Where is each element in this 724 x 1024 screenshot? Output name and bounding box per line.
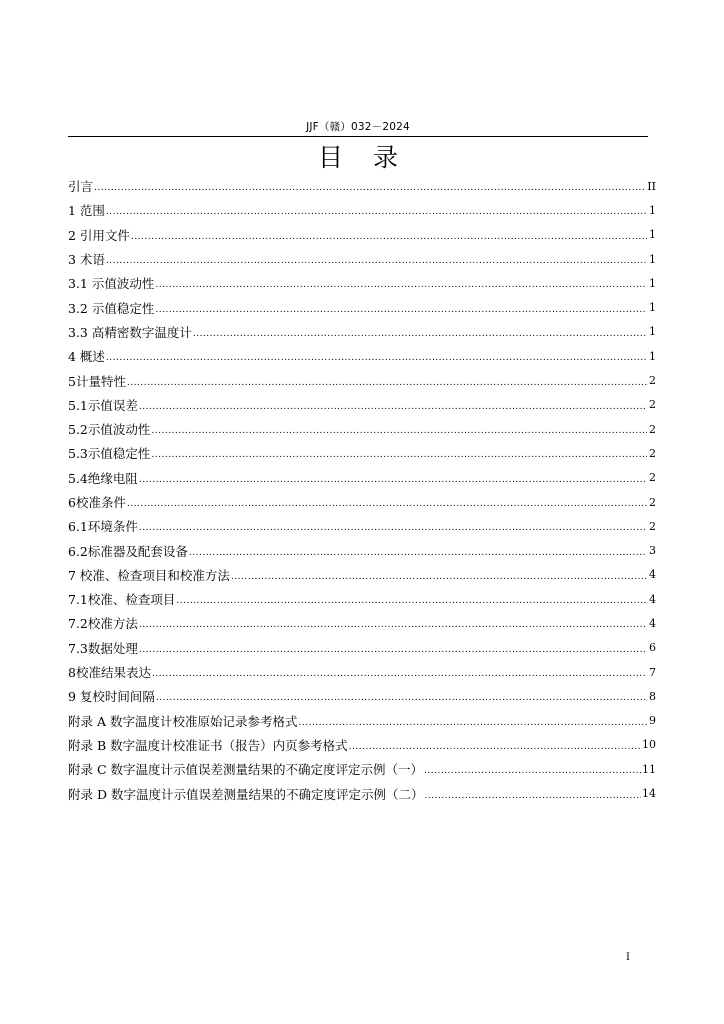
toc-entry-title: 5计量特性 (68, 373, 126, 389)
toc-entry[interactable] (68, 587, 656, 611)
toc-entry-page: 1 (649, 228, 656, 242)
toc-entry-title: 3 术语 (68, 252, 105, 268)
toc-entry[interactable] (68, 611, 656, 635)
toc-entry[interactable] (68, 733, 656, 757)
toc-entry[interactable] (68, 757, 656, 781)
toc-entry[interactable] (68, 660, 656, 684)
toc-entry[interactable] (68, 198, 656, 222)
table-of-contents (68, 174, 656, 806)
toc-dot-leader (349, 742, 641, 752)
toc-entry[interactable] (68, 684, 656, 708)
toc-dot-leader (155, 305, 647, 315)
toc-dot-leader (131, 232, 647, 242)
toc-entry[interactable] (68, 490, 656, 514)
toc-dot-leader (151, 450, 647, 460)
toc-entry-title: 7 校准、检查项目和校准方法 (68, 567, 230, 583)
toc-entry[interactable] (68, 417, 656, 441)
toc-entry-page: 1 (649, 276, 656, 290)
toc-entry[interactable] (68, 538, 656, 562)
toc-entry-title: 4 概述 (68, 349, 105, 365)
toc-dot-leader (189, 548, 647, 558)
toc-entry-title: 附录 C 数字温度计示值误差测量结果的不确定度评定示例（一） (68, 762, 424, 778)
toc-entry[interactable] (68, 247, 656, 271)
toc-entry-title: 8校准结果表达 (68, 665, 151, 681)
toc-entry-title: 附录 D 数字温度计示值误差测量结果的不确定度评定示例（二） (68, 786, 424, 802)
toc-entry-title: 3.1 示值波动性 (68, 276, 155, 292)
toc-entry-page: II (647, 179, 656, 193)
toc-dot-leader (106, 353, 647, 363)
toc-entry-title: 9 复校时间间隔 (68, 689, 155, 705)
toc-entry-page: 2 (649, 471, 656, 485)
toc-entry-page: 7 (649, 665, 656, 679)
toc-dot-leader (231, 572, 647, 582)
toc-entry-page: 4 (649, 592, 656, 606)
toc-entry-title: 3.2 示值稳定性 (68, 300, 155, 316)
toc-dot-leader (298, 718, 647, 728)
toc-entry[interactable] (68, 320, 656, 344)
toc-entry-title: 2 引用文件 (68, 227, 130, 243)
toc-dot-leader (127, 499, 647, 509)
toc-entry-title: 引言 (68, 179, 94, 195)
toc-entry-page: 10 (642, 738, 656, 752)
toc-entry-title: 5.4绝缘电阻 (68, 470, 138, 486)
toc-entry-page: 4 (649, 568, 656, 582)
toc-entry-page: 1 (649, 301, 656, 315)
toc-entry-page: 1 (649, 325, 656, 339)
toc-entry-page: 11 (642, 762, 656, 776)
document-code-header: JJF（赣）032－2024 (306, 121, 410, 133)
toc-entry-title: 1 范围 (68, 203, 105, 219)
toc-entry[interactable] (68, 514, 656, 538)
toc-entry-page: 9 (649, 714, 656, 728)
toc-entry-title: 5.2示值波动性 (68, 422, 151, 438)
toc-dot-leader (139, 475, 647, 485)
toc-entry-title: 6.1环境条件 (68, 519, 138, 535)
toc-dot-leader (155, 280, 647, 290)
toc-entry-title: 7.1校准、检查项目 (68, 592, 176, 608)
toc-dot-leader (106, 207, 647, 217)
toc-entry-page: 2 (649, 495, 656, 509)
toc-entry[interactable] (68, 174, 656, 198)
toc-entry-page: 1 (649, 349, 656, 363)
toc-entry-page: 2 (649, 519, 656, 533)
toc-entry-page: 2 (649, 398, 656, 412)
toc-entry-page: 6 (649, 641, 656, 655)
toc-dot-leader (127, 378, 647, 388)
toc-entry-page: 4 (649, 616, 656, 630)
toc-dot-leader (139, 402, 647, 412)
toc-dot-leader (176, 596, 647, 606)
toc-dot-leader (106, 256, 647, 266)
toc-entry-page: 3 (649, 544, 656, 558)
toc-entry-page: 1 (649, 203, 656, 217)
toc-entry-page: 8 (649, 689, 656, 703)
toc-dot-leader (152, 669, 647, 679)
toc-entry[interactable] (68, 466, 656, 490)
toc-entry-title: 6.2标准器及配套设备 (68, 543, 188, 559)
page-number: I (626, 952, 630, 963)
toc-entry[interactable] (68, 344, 656, 368)
page-title: 目录 (317, 143, 428, 172)
toc-entry-page: 2 (649, 446, 656, 460)
toc-entry-title: 5.1示值误差 (68, 397, 138, 413)
toc-entry-title: 7.2校准方法 (68, 616, 138, 632)
toc-entry-title: 5.3示值稳定性 (68, 446, 151, 462)
toc-entry-page: 2 (649, 422, 656, 436)
toc-entry[interactable] (68, 393, 656, 417)
toc-dot-leader (424, 791, 641, 801)
toc-entry[interactable] (68, 271, 656, 295)
toc-entry-title: 7.3数据处理 (68, 640, 138, 656)
header-rule (68, 136, 648, 137)
toc-entry[interactable] (68, 441, 656, 465)
toc-dot-leader (424, 766, 641, 776)
toc-entry-page: 14 (642, 787, 656, 801)
toc-dot-leader (156, 693, 647, 703)
toc-dot-leader (139, 523, 647, 533)
toc-dot-leader (94, 183, 646, 193)
toc-entry[interactable] (68, 636, 656, 660)
toc-entry-page: 2 (649, 374, 656, 388)
toc-entry-title: 附录 B 数字温度计校准证书（报告）内页参考格式 (68, 737, 348, 753)
toc-dot-leader (139, 620, 647, 630)
toc-entry-title: 6校准条件 (68, 495, 126, 510)
toc-entry[interactable] (68, 295, 656, 319)
toc-dot-leader (151, 426, 647, 436)
toc-entry[interactable] (68, 709, 656, 733)
toc-entry[interactable] (68, 781, 656, 805)
toc-entry-page: 1 (649, 252, 656, 266)
toc-entry-title: 附录 A 数字温度计校准原始记录参考格式 (68, 713, 298, 729)
toc-dot-leader (139, 645, 647, 655)
toc-entry[interactable] (68, 563, 656, 587)
toc-entry[interactable] (68, 368, 656, 392)
toc-entry-title: 3.3 高精密数字温度计 (68, 324, 192, 340)
toc-entry[interactable] (68, 223, 656, 247)
toc-dot-leader (193, 329, 647, 339)
